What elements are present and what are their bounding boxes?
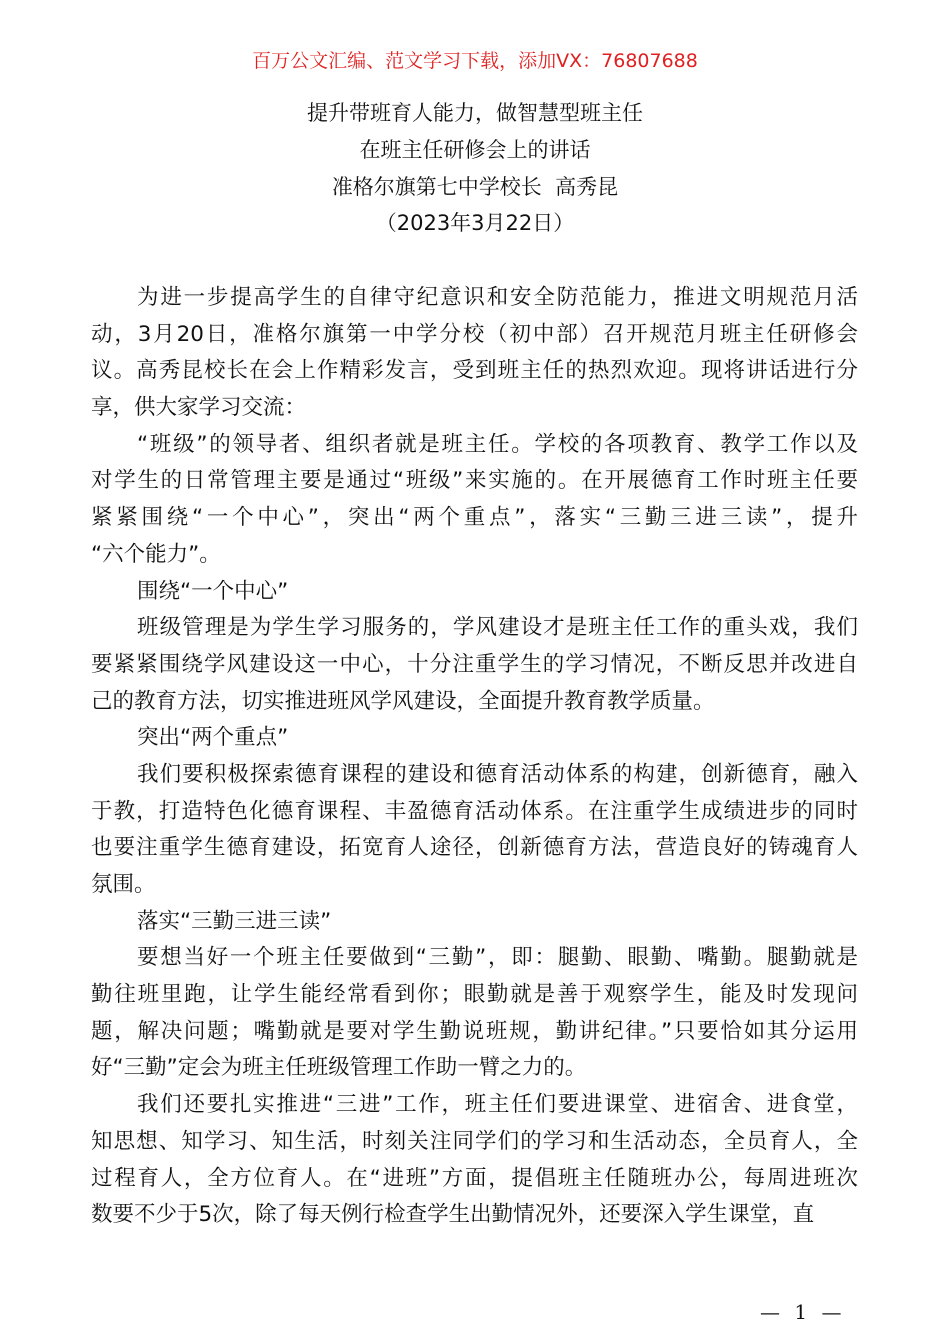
paragraph — [91, 574, 858, 611]
paragraph-line: 氛围。 — [91, 872, 156, 897]
watermark-banner: 百万公文汇编、范文学习下载，添加VX：76807688 — [252, 50, 698, 72]
paragraph-line: 围绕“一个中心” — [137, 578, 289, 604]
paragraph-line: 好“三勤”定会为班主任班级管理工作助一臂之力的。 — [91, 1055, 587, 1081]
paragraph-line: 动，3月20日，准格尔旗第一中学分校（初中部）召开规范月班主任研修会 — [91, 321, 858, 347]
document-title: 提升带班育人能力，做智慧型班主任 — [307, 101, 643, 125]
paragraph-line: “六个能力”。 — [91, 541, 221, 567]
paragraph-line: 班级管理是为学生学习服务的，学风建设才是班主任工作的重头戏，我们 — [137, 615, 858, 641]
paragraph-line: 紧紧围绕“一个中心”，突出“两个重点”，落实“三勤三进三读”，提升 — [91, 505, 858, 531]
page-number: — 1 — — [760, 1300, 846, 1324]
paragraph-line: 题，解决问题；嘴勤就是要对学生勤说班规，勤讲纪律。”只要恰如其分运用 — [91, 1018, 858, 1044]
paragraph-line: 于教，打造特色化德育课程、丰盈德育活动体系。在注重学生成绩进步的同时 — [91, 798, 858, 824]
paragraph — [91, 280, 858, 427]
paragraph — [91, 610, 858, 720]
paragraph — [91, 1087, 858, 1234]
paragraph-line: “班级”的领导者、组织者就是班主任。学校的各项教育、教学工作以及 — [137, 431, 858, 457]
paragraph-line: 数要不少于5次，除了每天例行检查学生出勤情况外，还要深入学生课堂，直 — [91, 1202, 815, 1228]
paragraph-line: 突出“两个重点” — [137, 725, 289, 751]
paragraph — [91, 720, 858, 757]
paragraph — [91, 940, 858, 1087]
document-author: 准格尔旗第七中学校长 高秀昆 — [331, 175, 619, 199]
paragraph-line: 知思想、知学习、知生活，时刻关注同学们的学习和生活动态，全员育人，全 — [91, 1128, 858, 1154]
paragraph-line: 勤往班里跑，让学生能经常看到你；眼勤就是善于观察学生，能及时发现问 — [91, 982, 858, 1008]
paragraph-line: 为进一步提高学生的自律守纪意识和安全防范能力，推进文明规范月活 — [137, 285, 858, 310]
document-date: （2023年3月22日） — [375, 211, 575, 235]
paragraph — [91, 427, 858, 574]
paragraph-line: 我们还要扎实推进“三进”工作，班主任们要进课堂、进宿舍、进食堂， — [137, 1092, 858, 1118]
document-subtitle: 在班主任研修会上的讲话 — [359, 138, 591, 162]
paragraph-line: 己的教育方法，切实推进班风学风建设，全面提升教育教学质量。 — [91, 688, 715, 714]
paragraph-line: 对学生的日常管理主要是通过“班级”来实施的。在开展德育工作时班主任要 — [91, 468, 858, 494]
paragraph-line: 享，供大家学习交流： — [91, 395, 307, 421]
document-body — [91, 280, 858, 1234]
paragraph — [91, 757, 858, 904]
paragraph-line: 议。高秀昆校长在会上作精彩发言，受到班主任的热烈欢迎。现将讲话进行分 — [91, 358, 858, 384]
paragraph-line: 也要注重学生德育建设，拓宽育人途径，创新德育方法，营造良好的铸魂育人 — [91, 835, 858, 861]
paragraph — [91, 904, 858, 941]
paragraph-line: 要想当好一个班主任要做到“三勤”，即：腿勤、眼勤、嘴勤。腿勤就是 — [137, 945, 858, 971]
paragraph-line: 要紧紧围绕学风建设这一中心，十分注重学生的学习情况，不断反思并改进自 — [91, 651, 858, 677]
paragraph-line: 我们要积极探索德育课程的建设和德育活动体系的构建，创新德育，融入 — [137, 761, 858, 787]
paragraph-line: 落实“三勤三进三读” — [137, 908, 332, 934]
paragraph-line: 过程育人，全方位育人。在“进班”方面，提倡班主任随班办公，每周进班次 — [91, 1165, 858, 1191]
